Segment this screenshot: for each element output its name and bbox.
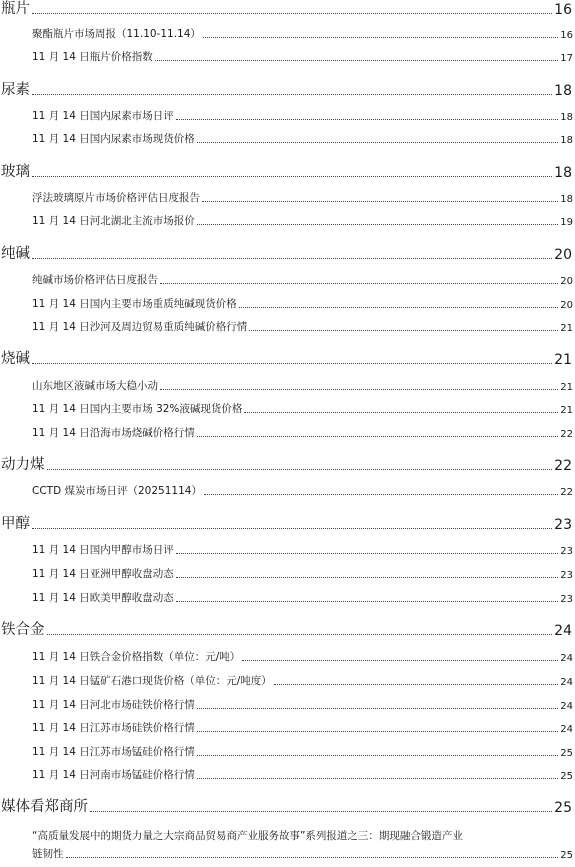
dot-leader <box>239 307 559 308</box>
dot-leader <box>32 13 552 14</box>
dot-leader <box>204 494 558 495</box>
dot-leader <box>47 634 553 635</box>
dot-leader <box>242 660 558 661</box>
toc-section-title: 玻璃 <box>1 164 30 180</box>
toc-item[interactable] <box>0 25 575 41</box>
toc-item-title: 山东地区液碱市场大稳小动 <box>32 380 158 392</box>
toc-item[interactable] <box>0 48 575 64</box>
toc-item[interactable] <box>0 589 575 605</box>
toc-page-number: 24 <box>560 653 573 664</box>
toc-item[interactable] <box>0 107 575 123</box>
toc-item[interactable] <box>0 743 575 759</box>
toc-section[interactable] <box>0 619 575 639</box>
toc-page-number: 16 <box>554 2 572 18</box>
dot-leader <box>249 330 558 331</box>
toc-item-title: 11 月 14 日国内尿素市场日评 <box>32 110 174 122</box>
dot-leader <box>32 363 552 364</box>
toc-page-number: 21 <box>560 405 573 416</box>
toc-page-number: 18 <box>554 165 572 181</box>
toc-item[interactable] <box>0 318 575 334</box>
toc-page-number: 19 <box>560 217 573 228</box>
toc-item-title: 11 月 14 日江苏市场锰硅价格行情 <box>32 746 195 758</box>
toc-page-number: 22 <box>560 429 573 440</box>
toc-page-number: 18 <box>554 83 572 99</box>
dot-leader <box>160 283 558 284</box>
toc-item-title-line2: 链韧性 <box>32 848 64 860</box>
toc-item[interactable] <box>0 212 575 228</box>
dot-leader <box>197 778 559 779</box>
toc-section-title: 尿素 <box>1 82 30 98</box>
dot-leader <box>32 176 552 177</box>
toc-item-title: 11 月 14 日江苏市场硅铁价格行情 <box>32 722 195 734</box>
toc-item-title: 11 月 14 日欧美甲醇收盘动态 <box>32 592 174 604</box>
toc-item[interactable] <box>0 565 575 581</box>
dot-leader <box>197 755 559 756</box>
dot-leader <box>197 731 559 732</box>
toc-section[interactable] <box>0 454 575 474</box>
toc-page-number: 25 <box>554 800 572 816</box>
dot-leader <box>197 142 559 143</box>
toc-item[interactable] <box>0 189 575 205</box>
toc-item-title: 聚酯瓶片市场周报（11.10-11.14） <box>32 28 201 40</box>
dot-leader <box>274 684 558 685</box>
toc-item-title: 11 月 14 日国内甲醇市场日评 <box>32 544 174 556</box>
toc-section[interactable] <box>0 161 575 181</box>
toc-page-number: 21 <box>560 382 573 393</box>
toc-item[interactable] <box>0 130 575 146</box>
toc-item-title: 11 月 14 日河北湖北主流市场报价 <box>32 215 195 227</box>
toc-section[interactable] <box>0 348 575 368</box>
toc-page-number: 24 <box>554 623 572 639</box>
toc-item-title: 11 月 14 日锰矿石港口现货价格（单位：元/吨度） <box>32 675 272 687</box>
toc-item-title: 11 月 14 日国内主要市场重质纯碱现货价格 <box>32 298 237 310</box>
toc-page-number: 16 <box>560 30 573 41</box>
toc-page-number: 25 <box>560 771 573 782</box>
toc-section-title: 铁合金 <box>1 622 45 638</box>
toc-section[interactable] <box>0 79 575 99</box>
toc-page-number: 22 <box>554 458 572 474</box>
dot-leader <box>90 811 552 812</box>
toc-item-title: CCTD 煤炭市场日评（20251114） <box>32 485 202 497</box>
toc-page-number: 21 <box>554 352 572 368</box>
toc-item-title: 11 月 14 日国内主要市场 32%液碱现货价格 <box>32 403 243 415</box>
toc-page-number: 24 <box>560 724 573 735</box>
toc-section[interactable] <box>0 243 575 263</box>
toc-page-number: 25 <box>560 850 573 861</box>
toc-item[interactable] <box>0 719 575 735</box>
toc-item-title: 11 月 14 日铁合金价格指数（单位：元/吨） <box>32 651 241 663</box>
dot-leader <box>66 857 559 858</box>
dot-leader <box>244 412 558 413</box>
toc-page-number: 18 <box>560 112 573 123</box>
toc-page-number: 21 <box>560 323 573 334</box>
toc-page-number: 18 <box>560 194 573 205</box>
dot-leader <box>155 60 559 61</box>
toc-item[interactable] <box>0 648 575 664</box>
toc-item-title: 浮法玻璃原片市场价格评估日度报告 <box>32 192 200 204</box>
toc-item[interactable] <box>0 400 575 416</box>
toc-page-number: 20 <box>560 276 573 287</box>
toc-item[interactable] <box>0 377 575 393</box>
toc-section-title: 媒体看郑商所 <box>1 799 88 815</box>
toc-page-number: 18 <box>560 135 573 146</box>
toc-item-title: 11 月 14 日河北市场硅铁价格行情 <box>32 699 195 711</box>
toc-page-number: 23 <box>560 594 573 605</box>
toc-item-title: 11 月 14 日亚洲甲醇收盘动态 <box>32 568 174 580</box>
toc-section-title: 纯碱 <box>1 246 30 262</box>
toc-section-title: 烧碱 <box>1 351 30 367</box>
dot-leader <box>47 469 553 470</box>
dot-leader <box>176 119 559 120</box>
toc-item-title: 11 月 14 日瓶片价格指数 <box>32 51 153 63</box>
toc-item[interactable] <box>0 482 575 498</box>
toc-page-number: 22 <box>560 487 573 498</box>
toc-section-title: 动力煤 <box>1 457 45 473</box>
toc-page-number: 25 <box>560 748 573 759</box>
dot-leader <box>197 708 559 709</box>
dot-leader <box>32 528 552 529</box>
toc-section[interactable] <box>0 796 575 816</box>
toc-item[interactable] <box>0 766 575 782</box>
toc-item[interactable] <box>0 541 575 557</box>
toc-item[interactable] <box>0 271 575 287</box>
dot-leader <box>202 201 558 202</box>
toc-page-number: 20 <box>560 300 573 311</box>
toc-section-title: 瓶片 <box>1 1 30 17</box>
dot-leader <box>176 601 559 602</box>
dot-leader <box>197 224 559 225</box>
toc-page-number: 20 <box>554 247 572 263</box>
toc-section[interactable] <box>0 0 575 18</box>
toc-item-title: 11 月 14 日沿海市场烧碱价格行情 <box>32 427 195 439</box>
dot-leader <box>32 258 552 259</box>
toc-section[interactable] <box>0 513 575 533</box>
toc-item[interactable] <box>0 845 575 861</box>
toc-page-number: 17 <box>560 53 573 64</box>
toc-item[interactable] <box>0 696 575 712</box>
dot-leader <box>176 577 559 578</box>
dot-leader <box>176 553 559 554</box>
toc-item-title: 11 月 14 日河南市场锰硅价格行情 <box>32 769 195 781</box>
toc-item[interactable] <box>0 672 575 688</box>
toc-item[interactable] <box>0 295 575 311</box>
dot-leader <box>160 389 558 390</box>
toc-item-title: 纯碱市场价格评估日度报告 <box>32 274 158 286</box>
dot-leader <box>203 37 558 38</box>
toc-page-number: 23 <box>554 517 572 533</box>
toc-page-number: 24 <box>560 677 573 688</box>
toc-item-title: 11 月 14 日国内尿素市场现货价格 <box>32 133 195 145</box>
toc-section-title: 甲醇 <box>1 516 30 532</box>
toc-page-number: 23 <box>560 546 573 557</box>
toc-item[interactable] <box>0 424 575 440</box>
dot-leader <box>32 94 552 95</box>
toc-page-number: 24 <box>560 701 573 712</box>
toc-page-number: 23 <box>560 570 573 581</box>
toc-item-title: 11 月 14 日沙河及周边贸易重质纯碱价格行情 <box>32 321 248 333</box>
dot-leader <box>197 436 559 437</box>
toc-item-title-line1[interactable]: “高质量发展中的期货力量之大宗商品贸易商产业服务故事”系列报道之三：期现融合锻造产业 <box>32 830 463 842</box>
